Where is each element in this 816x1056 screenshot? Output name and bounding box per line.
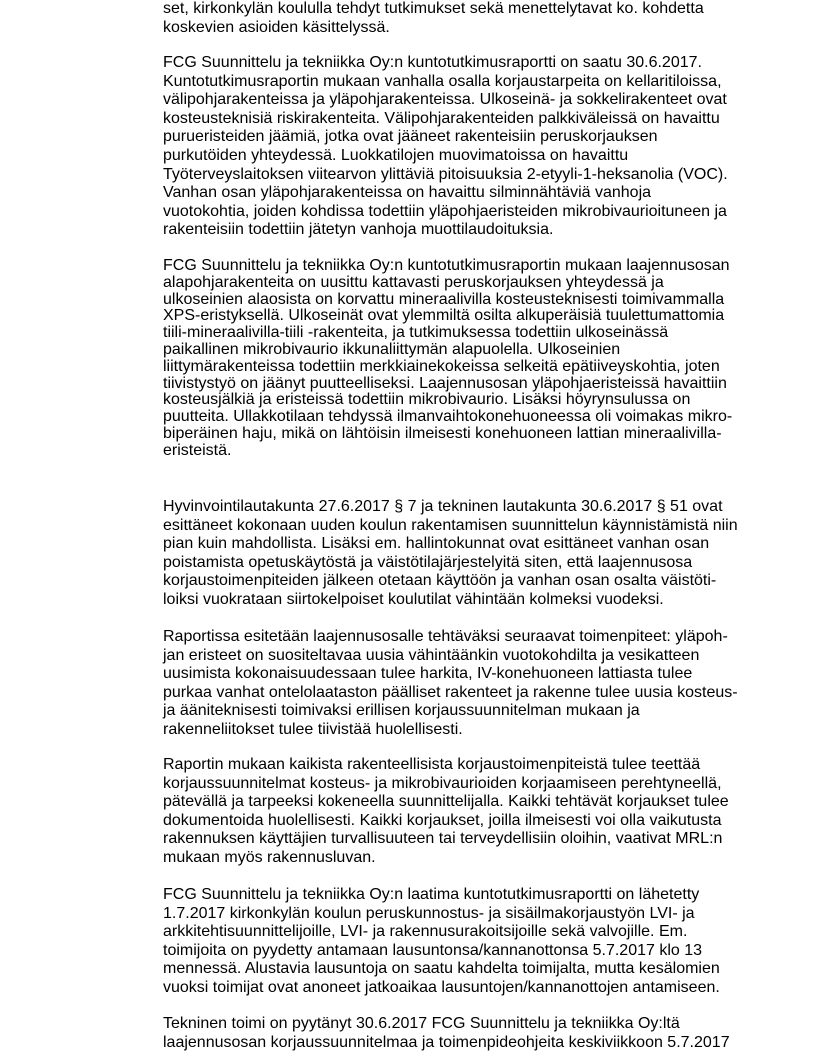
text-line: ulkoseinien alaosista on korvattu mineraalivilla kosteusteknisesti toimivammalla [163, 290, 725, 308]
paragraph [163, 0, 704, 37]
paragraph [163, 756, 729, 868]
text-line: esittäneet kokonaan uuden koulun rakentamisen suunnittelun käynnistämistä niin [163, 516, 738, 534]
text-line: 1.7.2017 kirkonkylän koulun peruskunnostus- ja sisäilmakorjaustyön LVI- ja [163, 904, 695, 922]
text-line: korjaustoimenpiteiden jälkeen otetaan käyttöön ja vanhan osan osalta väistöti- [163, 572, 717, 590]
text-line: tiivistystyö on jäänyt puutteelliseksi. Laajennusosan yläpohjaeristeissä havaittiin [163, 374, 727, 392]
text-line: kosteusteknisiä riskirakenteita. Välipohjarakenteiden palkkiväleissä on havaittu [163, 109, 720, 127]
text-line: toimijoita on pyydetty antamaan lausuntonsa/kannanottonsa 5.7.2017 klo 13 [163, 941, 703, 959]
paragraph [163, 498, 738, 610]
text-line: vuoksi toimijat ovat anoneet jatkoaikaa lausuntojen/kannanottojen antamiseen. [163, 978, 720, 996]
text-line: alapohjarakenteita on uusittu kattavasti peruskorjauksen yhteydessä ja [163, 273, 664, 291]
paragraph [163, 628, 738, 740]
text-line: FCG Suunnittelu ja tekniikka Oy:n kuntotutkimusraportin mukaan laajennusosan [163, 257, 730, 274]
text-line: purkaa vanhat ontelolaataston päälliset rakenteet ja rakenne tulee uusia kosteus- [163, 683, 738, 701]
text-line: dokumentoida huolellisesti. Kaikki korjaukset, joilla ilmeisesti voi olla vaikutusta [163, 811, 722, 829]
text-line: liittymärakenteissa todettiin merkkiainekokeissa selkeitä epätiiveyskohtia, joten [163, 357, 720, 375]
text-line: rakenneliitokset tulee tiivistää huolellisesti. [163, 720, 463, 738]
text-line: Hyvinvointilautakunta 27.6.2017 § 7 ja tekninen lautakunta 30.6.2017 § 51 ovat [163, 498, 723, 515]
text-line: Työterveyslaitoksen viitearvon ylittäviä pitoisuuksia 2-etyyli-1-heksanolia (VOC). [163, 165, 728, 183]
text-line: paikallinen mikrobivaurio ikkunaliittymän alapuolella. Ulkoseinien [163, 340, 621, 358]
text-line: FCG Suunnittelu ja tekniikka Oy:n kuntotutkimusraportti on saatu 30.6.2017. [163, 54, 702, 71]
paragraph [163, 54, 728, 240]
text-line: korjaussuunnitelmat kosteus- ja mikrobivaurioiden korjaamiseen perehtyneellä, [163, 774, 722, 792]
text-line: rakennuksen käyttäjien turvallisuuteen tai terveydellisiin oloihin, vaativat MRL:n [163, 830, 723, 848]
text-line: välipohjarakenteissa ja yläpohjarakenteissa. Ulkoseinä- ja sokkelirakenteet ovat [163, 91, 727, 109]
text-line: jan eristeet on suositeltavaa uusia vähintäänkin vuotokohdilta ja vesikatteen [163, 646, 700, 664]
text-line: Tekninen toimi on pyytänyt 30.6.2017 FCG Suunnittelu ja tekniikka Oy:ltä [163, 1015, 680, 1032]
text-line: Vanhan osan yläpohjarakenteissa on havaittu silminnähtäviä vanhoja [163, 184, 652, 202]
text-line: mukaan myös rakennusluvan. [163, 848, 376, 866]
text-line: pätevällä ja tarpeeksi kokeneella suunnittelijalla. Kaikki tehtävät korjaukset tulee [163, 793, 729, 811]
text-line: biperäinen haju, mikä on lähtöisin ilmeisesti konehuoneen lattian mineraalivilla- [163, 424, 722, 442]
text-line: uusimista kokonaisuudessaan tulee harkita, IV-konehuoneen lattiasta tulee [163, 665, 693, 683]
text-line: FCG Suunnittelu ja tekniikka Oy:n laatima kuntotutkimusraportti on lähetetty [163, 886, 700, 903]
text-line: tiili-mineraalivilla-tiili -rakenteita, ja tutkimuksessa todettiin ulkoseinässä [163, 324, 669, 342]
text-line: eristeistä. [163, 441, 232, 459]
text-line: pian kuin mahdollista. Lisäksi em. hallintokunnat ovat esittäneet vanhan osan [163, 535, 710, 553]
paragraph [163, 258, 732, 460]
text-line: Kuntotutkimusraportin mukaan vanhalla osalla korjaustarpeita on kellaritiloissa, [163, 72, 722, 90]
text-line: loiksi vuokrataan siirtokelpoiset koulutilat vähintään kolmeksi vuodeksi. [163, 590, 664, 608]
paragraph [163, 1015, 730, 1052]
text-line: Raportissa esitetään laajennusosalle tehtäväksi seuraavat toimenpiteet: yläpoh- [163, 628, 728, 645]
text-line: ja ääniteknisesti toimivaksi erillisen korjaussuunnitelman mukaan ja [163, 702, 640, 720]
text-line: mennessä. Alustavia lausuntoja on saatu kahdelta toimijalta, mutta kesälomien [163, 960, 720, 978]
text-line: Raportin mukaan kaikista rakenteellisista korjaustoimenpiteistä tulee teettää [163, 756, 701, 773]
text-line: laajennusosan korjaussuunnitelmaa ja toimenpideohjeita keskiviikkoon 5.7.2017 [163, 1033, 730, 1051]
text-line: koskevien asioiden käsittelyssä. [163, 18, 390, 36]
paragraph [163, 886, 720, 998]
text-line: rakenteisiin todettiin jätetyn vanhoja muottilaudoituksia. [163, 221, 554, 239]
text-line: arkkitehtisuunnittelijoille, LVI- ja rakennusurakoitsijoille sekä valvojille. Em. [163, 923, 688, 941]
text-line: vuotokohtia, joiden kohdissa todettiin yläpohjaeristeiden mikrobivaurioituneen ja [163, 202, 727, 220]
text-line: XPS-eristyksellä. Ulkoseinät ovat ylemmiltä osilta alkuperäisiä tuulettumattomia [163, 307, 725, 325]
text-line: puutteita. Ullakkotilaan tehdyssä ilmanvaihtokonehuoneessa oli voimakas mikro- [163, 408, 733, 426]
text-line: poistamista opetuskäytöstä ja väistötilajärjestelyitä siten, että laajennusosa [163, 553, 693, 571]
text-line: purkutöiden yhteydessä. Luokkatilojen muovimatoissa on havaittu [163, 146, 629, 164]
text-line: kosteusjälkiä ja eristeissä todettiin mikrobivaurio. Lisäksi höyrynsulussa on [163, 391, 691, 409]
text-line: set, kirkonkylän koululla tehdyt tutkimukset sekä menettelytavat ko. kohdetta [163, 0, 704, 17]
text-line: purueristeiden jäämiä, jotka ovat jääneet rakenteisiin peruskorjauksen [163, 128, 658, 146]
